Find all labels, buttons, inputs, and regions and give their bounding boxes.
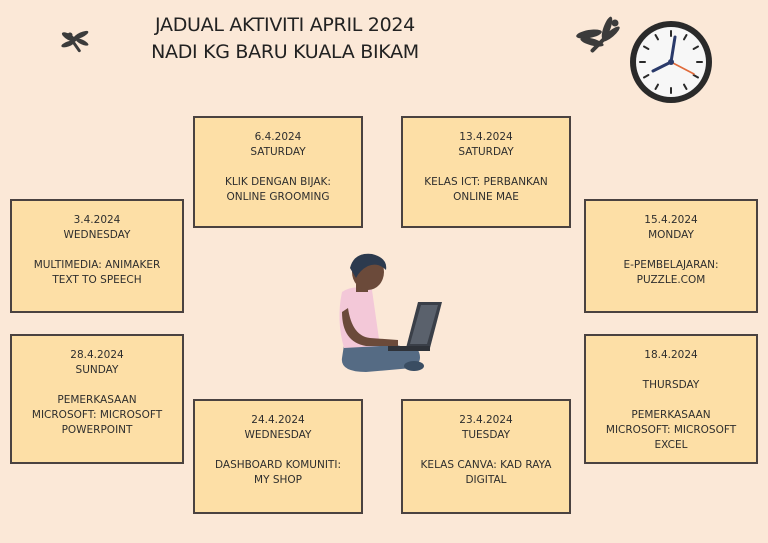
schedule-card — [10, 199, 184, 313]
card-activity: DASHBOARD KOMUNITI: MY SHOP — [215, 459, 341, 486]
card-day: WEDNESDAY — [244, 429, 312, 441]
schedule-card — [10, 334, 184, 464]
card-date: 3.4.2024 — [73, 214, 121, 226]
schedule-card — [584, 199, 758, 313]
card-date: 13.4.2024 — [459, 131, 513, 143]
schedule-card — [401, 116, 571, 228]
card-day: THURSDAY — [642, 379, 700, 391]
schedule-card — [584, 334, 758, 464]
card-activity: PEMERKASAAN MICROSOFT: MICROSOFT EXCEL — [605, 409, 737, 451]
card-day: TUESDAY — [461, 429, 511, 441]
card-date: 28.4.2024 — [70, 349, 124, 361]
card-date: 24.4.2024 — [251, 414, 305, 426]
card-date: 15.4.2024 — [644, 214, 698, 226]
card-day: SUNDAY — [75, 364, 119, 376]
schedule-card — [193, 399, 363, 514]
card-day: SATURDAY — [250, 146, 306, 158]
schedule-card — [193, 116, 363, 228]
card-activity: KLIK DENGAN BIJAK: ONLINE GROOMING — [225, 176, 331, 203]
schedule-card — [401, 399, 571, 514]
card-activity: KELAS CANVA: KAD RAYA DIGITAL — [420, 459, 552, 486]
card-day: SATURDAY — [458, 146, 514, 158]
title-line-1: JADUAL AKTIVITI APRIL 2024 — [155, 14, 415, 36]
dragonfly-icon — [58, 28, 94, 56]
card-date: 23.4.2024 — [459, 414, 513, 426]
card-day: MONDAY — [648, 229, 694, 241]
clock-icon — [628, 19, 714, 105]
card-date: 6.4.2024 — [254, 131, 302, 143]
card-activity: E-PEMBELAJARAN: PUZZLE.COM — [623, 259, 719, 286]
page-title — [130, 12, 440, 66]
dragonfly-icon — [573, 14, 625, 56]
card-activity: KELAS ICT: PERBANKAN ONLINE MAE — [424, 176, 548, 203]
person-laptop-illustration — [326, 250, 446, 375]
card-day: WEDNESDAY — [63, 229, 131, 241]
card-activity: PEMERKASAAN MICROSOFT: MICROSOFT POWERPOINT — [31, 394, 163, 436]
card-activity: MULTIMEDIA: ANIMAKER TEXT TO SPEECH — [33, 259, 161, 286]
title-line-2: NADI KG BARU KUALA BIKAM — [151, 41, 419, 63]
card-date: 18.4.2024 — [644, 349, 698, 361]
